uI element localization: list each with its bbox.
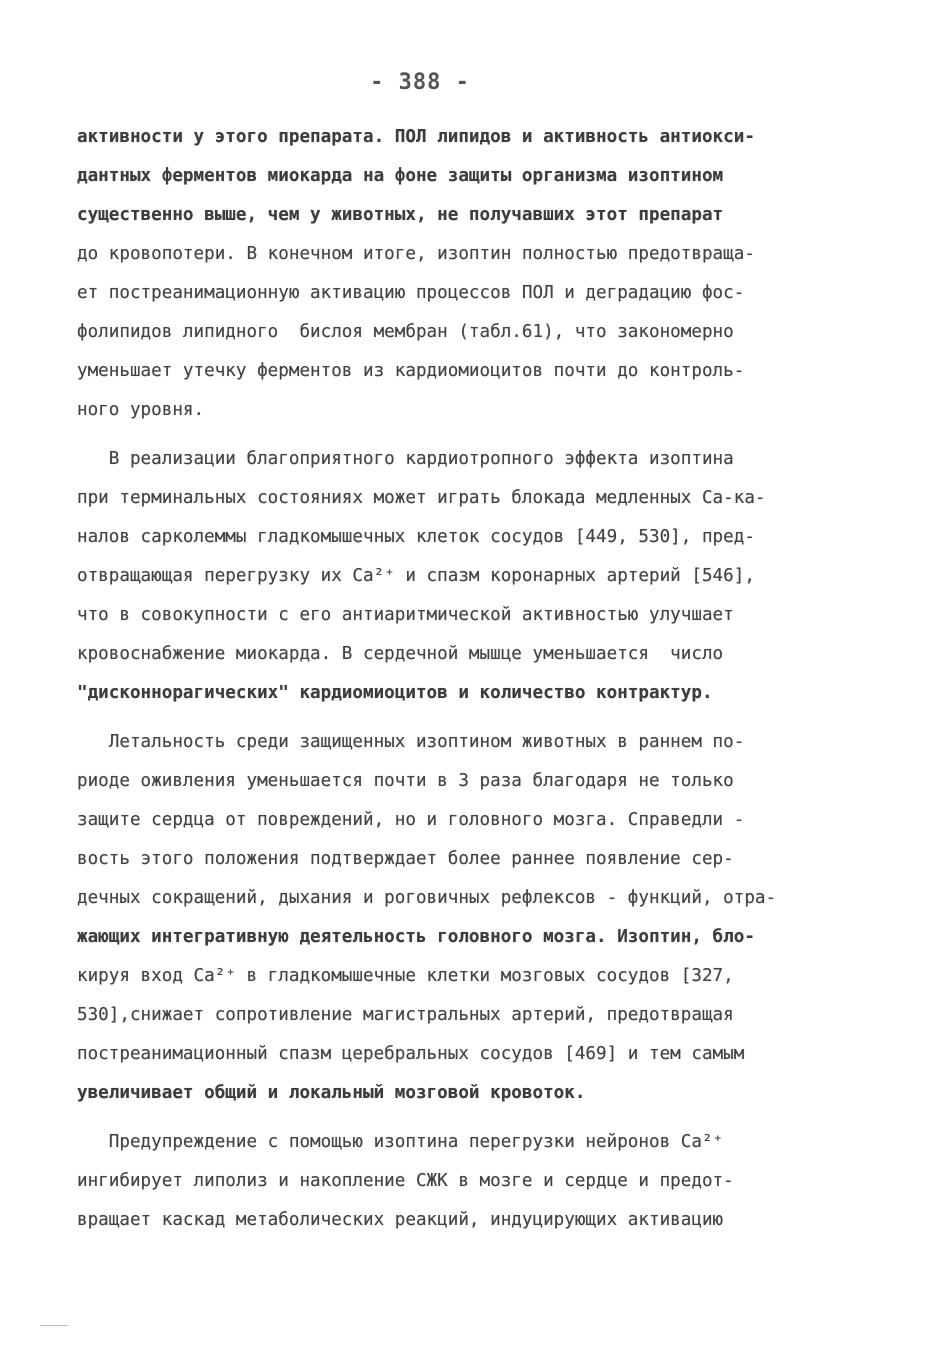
text-line: увеличивает общий и локальный мозговой кровоток.: [77, 1083, 586, 1103]
text-line: "дисконнорагических" кардиомиоцитов и количество контрактур.: [77, 683, 713, 703]
text-line: вость этого положения подтверждает более раннее появление сер-: [77, 849, 734, 869]
text-line: В реализации благоприятного кардиотропного эффекта изоптина: [77, 449, 734, 469]
page-number: - 388 -: [370, 70, 470, 95]
text-line: постреанимационный спазм церебральных сосудов [469] и тем самым: [77, 1044, 745, 1064]
text-line: уменьшает утечку ферментов из кардиомиоцитов почти до контроль-: [77, 361, 745, 381]
text-line: жающих интегративную деятельность головного мозга. Изоптин, бло-: [77, 927, 755, 947]
text-line: ет постреанимационную активацию процессов ПОЛ и деградацию фос-: [77, 283, 745, 303]
text-line: налов сарколеммы гладкомышечных клеток сосудов [449, 530], пред-: [77, 527, 755, 547]
text-line: дантных ферментов миокарда на фоне защиты организма изоптином: [77, 166, 724, 186]
text-line: дечных сокращений, дыхания и роговичных рефлексов - функций, отра-: [77, 888, 777, 908]
paragraph-1: [77, 118, 867, 430]
text-line: что в совокупности с его антиаритмической активностью улучшает: [77, 605, 734, 625]
text-line: фолипидов липидного бислоя мембран (табл.61), что закономерно: [77, 322, 734, 342]
text-line: существенно выше, чем у животных, не получавших этот препарат: [77, 205, 724, 225]
text-line: 530],снижает сопротивление магистральных артерий, предотвращая: [77, 1005, 734, 1025]
text-line: кируя вход Са²⁺ в гладкомышечные клетки мозговых сосудов [327,: [77, 966, 734, 986]
scan-mark: [40, 1325, 68, 1326]
text-line: Летальность среди защищенных изоптином животных в раннем по-: [77, 732, 745, 752]
text-line: до кровопотери. В конечном итоге, изоптин полностью предотвраща-: [77, 244, 755, 264]
text-line: кровоснабжение миокарда. В сердечной мышце уменьшается число: [77, 644, 724, 664]
paragraph-2: [77, 440, 867, 713]
text-line: при терминальных состояниях может играть блокада медленных Са-ка-: [77, 488, 766, 508]
text-line: риоде оживления уменьшается почти в 3 раза благодаря не только: [77, 771, 734, 791]
text-line: отвращающая перегрузку их Са²⁺ и спазм коронарных артерий [546],: [77, 566, 755, 586]
text-line: защите сердца от повреждений, но и головного мозга. Справедли -: [77, 810, 745, 830]
text-line: активности у этого препарата. ПОЛ липидов и активность антиокси-: [77, 127, 755, 147]
text-line: вращает каскад метаболических реакций, индуцирующих активацию: [77, 1210, 724, 1230]
body-text: [77, 118, 867, 1240]
text-line: ингибирует липолиз и накопление СЖК в мозге и сердце и предот-: [77, 1171, 734, 1191]
text-line: Предупреждение с помощью изоптина перегрузки нейронов Са²⁺: [77, 1132, 724, 1152]
text-line: ного уровня.: [77, 400, 205, 420]
paragraph-4: [77, 1123, 867, 1240]
paragraph-3: [77, 723, 867, 1113]
